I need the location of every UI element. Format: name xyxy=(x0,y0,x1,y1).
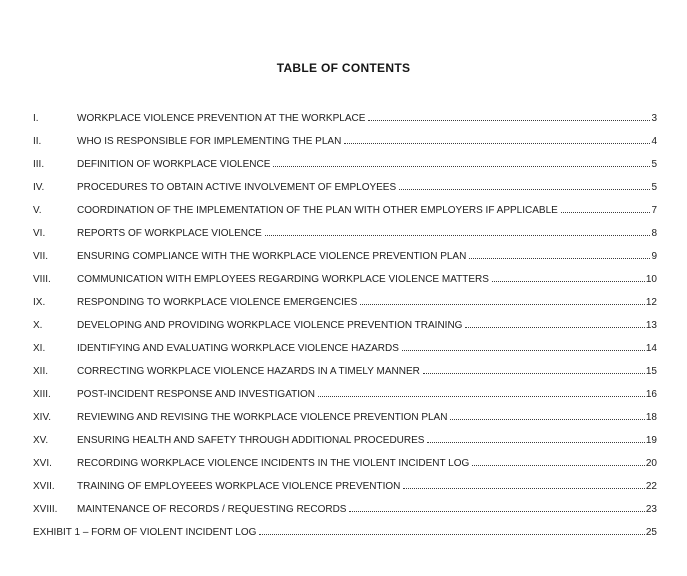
toc-entry-title: ENSURING HEALTH AND SAFETY THROUGH ADDITIONAL PROCEDURES xyxy=(77,435,425,446)
toc-entry-numeral: IX. xyxy=(33,297,46,308)
toc-entry-page: 7 xyxy=(651,205,657,216)
toc-entry-page: 14 xyxy=(645,343,657,354)
dot-leader xyxy=(273,165,650,167)
toc-entry-page: 12 xyxy=(645,297,657,308)
toc-entry xyxy=(33,251,657,274)
toc-entry-page: 13 xyxy=(645,320,657,331)
toc-entry-numeral: VI. xyxy=(33,228,46,239)
toc-entry-title: PROCEDURES TO OBTAIN ACTIVE INVOLVEMENT OF EMPLOYEES xyxy=(77,182,397,193)
toc-entry-numeral: XI. xyxy=(33,343,46,354)
toc-entry-page: 3 xyxy=(651,113,657,124)
dot-leader xyxy=(402,349,645,351)
dot-leader xyxy=(450,418,644,420)
table-of-contents xyxy=(0,113,687,550)
dot-leader xyxy=(344,142,650,144)
toc-entry xyxy=(33,412,657,435)
toc-entry-page: 16 xyxy=(645,389,657,400)
toc-entry-title: DEVELOPING AND PROVIDING WORKPLACE VIOLENCE PREVENTION TRAINING xyxy=(77,320,463,331)
dot-leader xyxy=(465,326,644,328)
dot-leader xyxy=(265,234,651,236)
toc-entry-numeral: VIII. xyxy=(33,274,51,285)
toc-entry-title: REPORTS OF WORKPLACE VIOLENCE xyxy=(77,228,262,239)
toc-entry-numeral: XII. xyxy=(33,366,49,377)
dot-leader xyxy=(561,211,651,213)
toc-entry-title: MAINTENANCE OF RECORDS / REQUESTING RECORDS xyxy=(77,504,347,515)
toc-entry-title: IDENTIFYING AND EVALUATING WORKPLACE VIOLENCE HAZARDS xyxy=(77,343,399,354)
toc-entry-title: ENSURING COMPLIANCE WITH THE WORKPLACE VIOLENCE PREVENTION PLAN xyxy=(77,251,467,262)
toc-entry xyxy=(33,136,657,159)
toc-entry xyxy=(33,228,657,251)
dot-leader xyxy=(423,372,645,374)
toc-entry-numeral: X. xyxy=(33,320,43,331)
toc-entry-page: 8 xyxy=(651,228,657,239)
toc-entry-page: 5 xyxy=(651,159,657,170)
toc-entry xyxy=(33,481,657,504)
toc-entry-title: COORDINATION OF THE IMPLEMENTATION OF THE PLAN WITH OTHER EMPLOYERS IF APPLICABLE xyxy=(77,205,558,216)
toc-entry xyxy=(33,458,657,481)
toc-entry xyxy=(33,527,657,550)
toc-entry xyxy=(33,159,657,182)
dot-leader xyxy=(472,464,645,466)
dot-leader xyxy=(427,441,644,443)
toc-entry-numeral: XIII. xyxy=(33,389,51,400)
toc-entry-title: RESPONDING TO WORKPLACE VIOLENCE EMERGENCIES xyxy=(77,297,358,308)
toc-entry-page: 18 xyxy=(645,412,657,423)
dot-leader xyxy=(349,510,644,512)
toc-entry-title: POST-INCIDENT RESPONSE AND INVESTIGATION xyxy=(77,389,316,400)
toc-entry-numeral: XV. xyxy=(33,435,49,446)
toc-entry-page: 22 xyxy=(645,481,657,492)
toc-entry xyxy=(33,182,657,205)
toc-entry-numeral: VII. xyxy=(33,251,49,262)
dot-leader xyxy=(469,257,650,259)
toc-entry-page: 9 xyxy=(651,251,657,262)
toc-entry-title: REVIEWING AND REVISING THE WORKPLACE VIOLENCE PREVENTION PLAN xyxy=(77,412,448,423)
dot-leader xyxy=(318,395,645,397)
toc-entry xyxy=(33,343,657,366)
toc-entry-numeral: XVI. xyxy=(33,458,52,469)
toc-entry-numeral: XIV. xyxy=(33,412,51,423)
toc-entry-page: 10 xyxy=(645,274,657,285)
toc-entry-page: 23 xyxy=(645,504,657,515)
dot-leader xyxy=(259,533,644,535)
dot-leader xyxy=(399,188,650,190)
toc-entry xyxy=(33,274,657,297)
toc-entry-page: 20 xyxy=(645,458,657,469)
dot-leader xyxy=(403,487,644,489)
toc-entry xyxy=(33,205,657,228)
toc-entry-numeral: III. xyxy=(33,159,45,170)
toc-entry-page: 25 xyxy=(645,527,657,538)
toc-entry-numeral: I. xyxy=(33,113,39,124)
toc-entry-page: 15 xyxy=(645,366,657,377)
toc-entry xyxy=(33,297,657,320)
dot-leader xyxy=(492,280,645,282)
toc-entry-page: 19 xyxy=(645,435,657,446)
toc-entry-numeral: XVII. xyxy=(33,481,55,492)
toc-entry xyxy=(33,435,657,458)
toc-entry-numeral: V. xyxy=(33,205,42,216)
toc-entry-title: CORRECTING WORKPLACE VIOLENCE HAZARDS IN A TIMELY MANNER xyxy=(77,366,420,377)
toc-entry xyxy=(33,366,657,389)
dot-leader xyxy=(360,303,645,305)
toc-entry xyxy=(33,389,657,412)
dot-leader xyxy=(368,119,650,121)
toc-entry-title: WORKPLACE VIOLENCE PREVENTION AT THE WORKPLACE xyxy=(77,113,366,124)
toc-entry xyxy=(33,504,657,527)
toc-entry-page: 4 xyxy=(651,136,657,147)
toc-entry-page: 5 xyxy=(651,182,657,193)
page-title: TABLE OF CONTENTS xyxy=(276,61,411,75)
toc-entry xyxy=(33,320,657,343)
toc-entry-numeral: II. xyxy=(33,136,42,147)
toc-entry-title: COMMUNICATION WITH EMPLOYEES REGARDING WORKPLACE VIOLENCE MATTERS xyxy=(77,274,489,285)
toc-entry-title: WHO IS RESPONSIBLE FOR IMPLEMENTING THE PLAN xyxy=(77,136,342,147)
toc-entry-title: RECORDING WORKPLACE VIOLENCE INCIDENTS IN THE VIOLENT INCIDENT LOG xyxy=(77,458,470,469)
toc-entry-numeral: IV. xyxy=(33,182,45,193)
toc-entry xyxy=(33,113,657,136)
toc-entry-title: TRAINING OF EMPLOYEEES WORKPLACE VIOLENCE PREVENTION xyxy=(77,481,401,492)
toc-entry-title: DEFINITION OF WORKPLACE VIOLENCE xyxy=(77,159,271,170)
toc-entry-title: EXHIBIT 1 – FORM OF VIOLENT INCIDENT LOG xyxy=(33,527,257,538)
toc-entry-numeral: XVIII. xyxy=(33,504,58,515)
